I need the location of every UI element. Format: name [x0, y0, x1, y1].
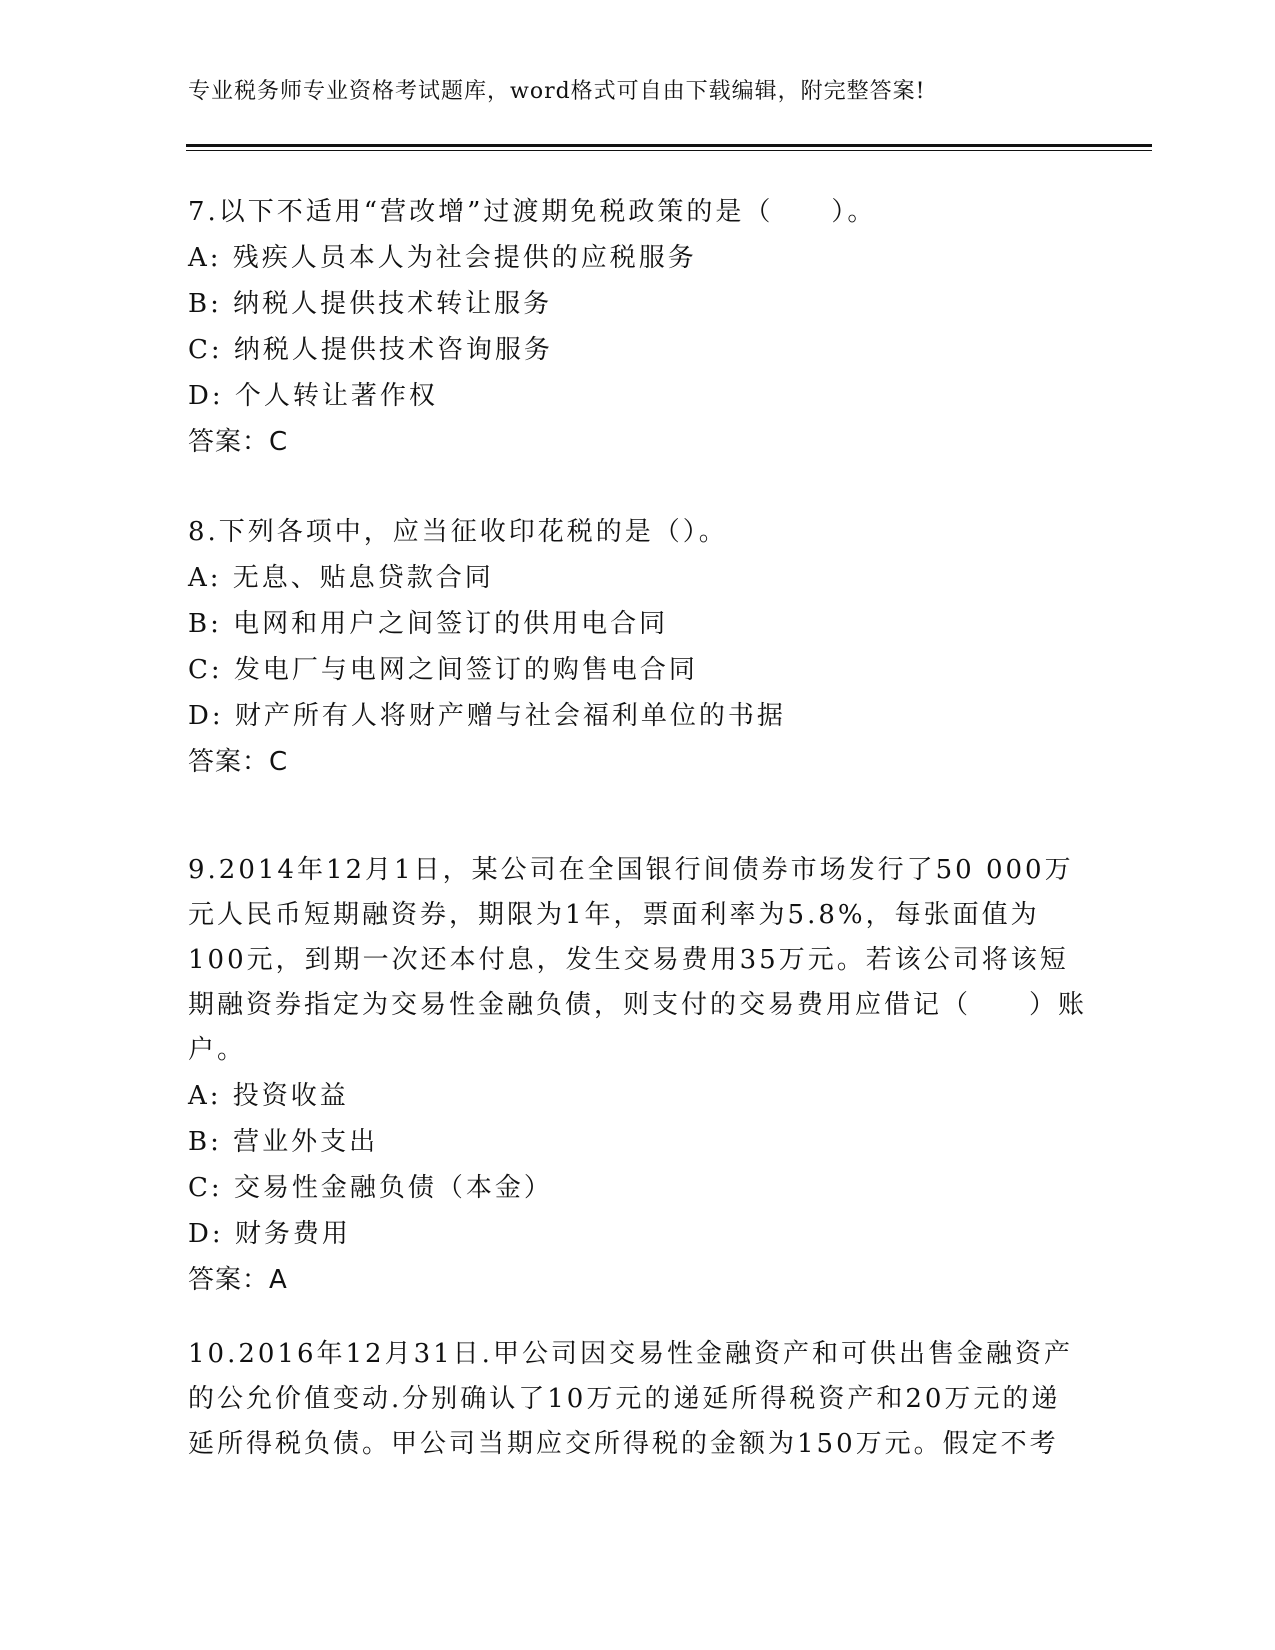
option-c: C: 交易性金融负债（本金） — [188, 1173, 553, 1203]
page-header-text: 专业税务师专业资格考试题库，word格式可自由下载编辑，附完整答案! — [188, 79, 926, 104]
question-stem-line: 元人民币短期融资券，期限为1年，票面利率为5.8%，每张面值为 — [188, 900, 1040, 930]
option-c: C: 纳税人提供技术咨询服务 — [188, 335, 553, 365]
question-9 — [188, 848, 1088, 1303]
question-7 — [188, 190, 1088, 465]
option-b: B: 营业外支出 — [188, 1127, 379, 1157]
option-d: D: 财产所有人将财产赠与社会福利单位的书据 — [188, 701, 786, 731]
option-c: C: 发电厂与电网之间签订的购售电合同 — [188, 655, 698, 685]
option-b: B: 电网和用户之间签订的供用电合同 — [188, 609, 669, 639]
answer-line: 答案：C — [188, 427, 289, 457]
option-b: B: 纳税人提供技术转让服务 — [188, 289, 553, 319]
header-divider-thick — [186, 144, 1152, 147]
question-8 — [188, 510, 1088, 785]
option-a: A: 残疾人员本人为社会提供的应税服务 — [188, 243, 697, 273]
question-stem-line: 户。 — [188, 1035, 247, 1065]
option-d: D: 个人转让著作权 — [188, 381, 438, 411]
header-divider-thin — [186, 150, 1152, 151]
question-stem-line: 8.下列各项中，应当征收印花税的是（）。 — [188, 517, 728, 547]
option-d: D: 财务费用 — [188, 1219, 351, 1249]
question-stem-line: 10.2016年12月31日.甲公司因交易性金融资产和可供出售金融资产 — [188, 1339, 1073, 1369]
question-stem-line: 的公允价值变动.分别确认了10万元的递延所得税资产和20万元的递 — [188, 1384, 1061, 1414]
question-stem-line: 延所得税负债。甲公司当期应交所得税的金额为150万元。假定不考 — [188, 1429, 1059, 1459]
question-stem-line: 7.以下不适用“营改增”过渡期免税政策的是（ ）。 — [188, 197, 877, 227]
option-a: A: 无息、贴息贷款合同 — [188, 563, 494, 593]
question-stem-line: 100元，到期一次还本付息，发生交易费用35万元。若该公司将该短 — [188, 945, 1069, 975]
question-stem-line: 9.2014年12月1日，某公司在全国银行间债券市场发行了50 000万 — [188, 855, 1074, 885]
option-a: A: 投资收益 — [188, 1081, 349, 1111]
question-10 — [188, 1332, 1088, 1467]
answer-line: 答案：A — [188, 1265, 288, 1295]
answer-line: 答案：C — [188, 747, 289, 777]
question-stem-line: 期融资券指定为交易性金融负债，则支付的交易费用应借记（ ）账 — [188, 990, 1088, 1020]
